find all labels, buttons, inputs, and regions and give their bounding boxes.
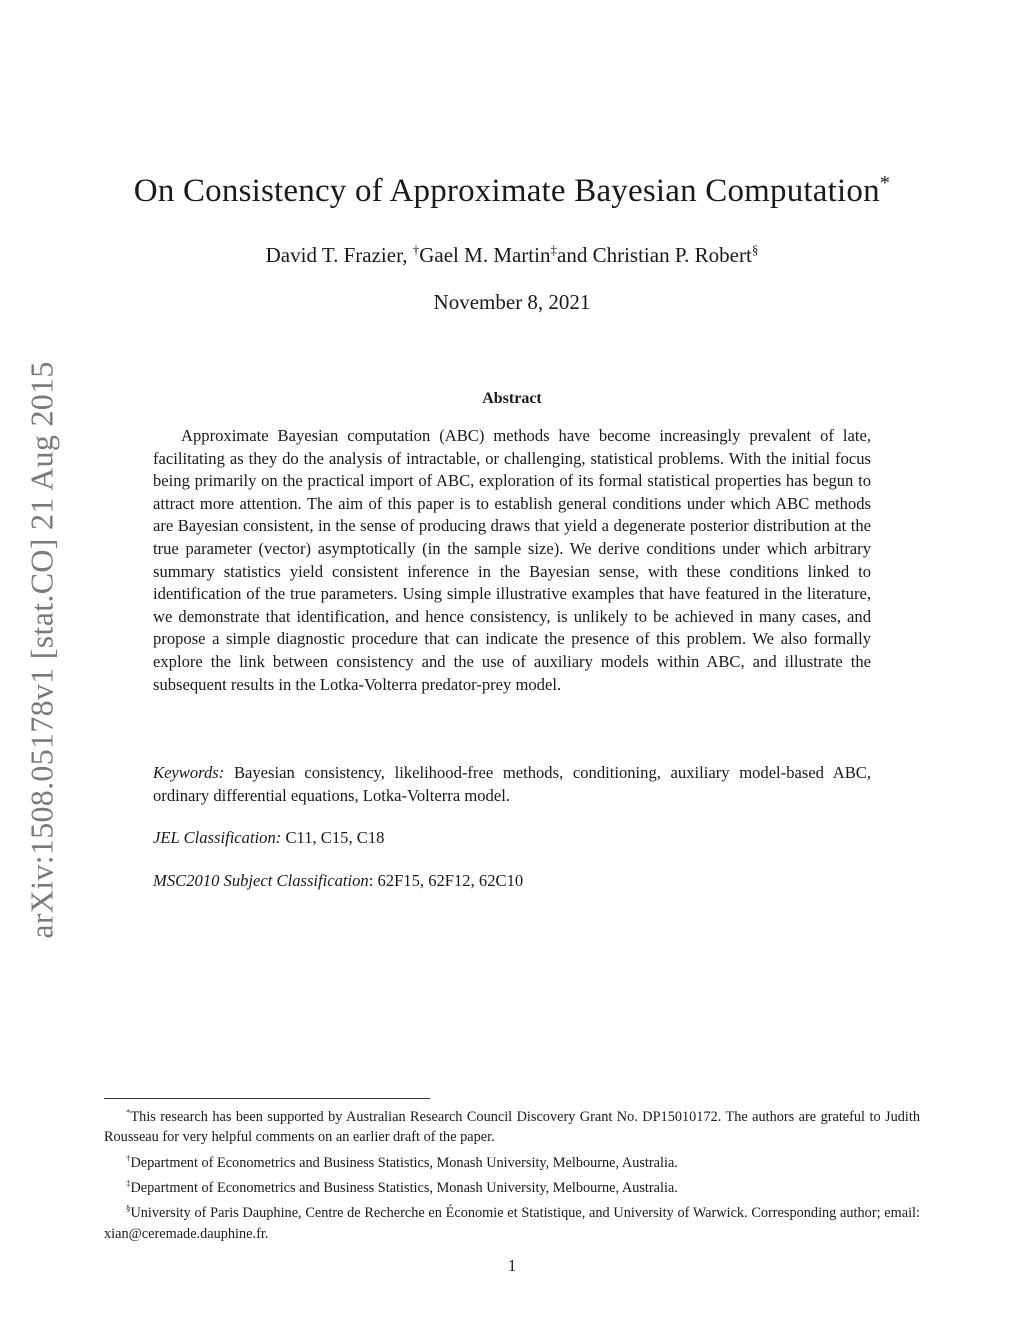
footnote-text: Department of Econometrics and Business Statistics, Monash University, Melbourne, Australia. [130,1179,678,1196]
keywords-value: Bayesian consistency, likelihood-free methods, conditioning, auxiliary model-based ABC, ordinary differential equations, Lotka-Volterra model. [153,763,871,805]
footnote [104,1173,920,1198]
footnote-mark: § [126,1203,131,1214]
author-footnote-mark: § [751,242,759,257]
footnote-mark: * [126,1107,131,1117]
abstract-heading: Abstract [482,390,542,407]
footnote-mark: ‡ [126,1178,131,1189]
author-separator: and [557,243,593,267]
jel-label: JEL Classification: [153,828,282,847]
jel-classification [153,827,871,850]
author-name: Christian P. Robert [592,243,752,267]
paper-title [0,172,1024,210]
footnote-text: Department of Econometrics and Business Statistics, Monash University, Melbourne, Australia. [130,1154,678,1171]
footnote-text: This research has been supported by Australian Research Council Discovery Grant No. DP15010172. The authors are grateful to Judith Rousseau for very helpful comments on an earlier draft of the paper. [104,1108,920,1146]
author-separator: , [402,243,413,267]
author-list [0,242,1024,268]
title-footnote-mark: * [879,172,891,194]
msc-label: MSC2010 Subject Classification [153,871,369,890]
footnote [104,1102,920,1148]
footnote [104,1198,920,1244]
arxiv-stamp: arXiv:1508.05178v1 [stat.CO] 21 Aug 2015 [23,361,60,939]
paper-date: November 8, 2021 [433,290,591,314]
author-footnote-mark: ‡ [550,242,557,257]
keywords-label: Keywords: [153,763,225,782]
msc-value: : 62F15, 62F12, 62C10 [368,871,524,890]
keywords [153,762,871,807]
jel-value: C11, C15, C18 [285,828,385,847]
footnote [104,1148,920,1173]
page-number: 1 [507,1256,517,1275]
footnote-mark: † [126,1152,131,1163]
abstract-body: Approximate Bayesian computation (ABC) methods have become increasingly prevalent of late, facilitating as they do the analysis of intractable, or challenging, statistical problems. With the initial focus being primarily on the practical import of ABC, exploration of its formal statistical properties has begun to attract more attention. The aim of this paper is to establish general conditions under which ABC methods are Bayesian consistent, in the sense of producing draws that yield a degenerate posterior distribution at the true parameter (vector) asymptotically (in the sample size). We derive conditions under which arbitrary summary statistics yield consistent inference in the Bayesian sense, with these conditions linked to identification of the true parameters. Using simple illustrative examples that have featured in the literature, we demonstrate that identification, and hence consistency, is unlikely to be achieved in many cases, and propose a simple diagnostic procedure that can indicate the presence of this problem. We also formally explore the link between consistency and the use of auxiliary models within ABC, and illustrate the subsequent results in the Lotka-Volterra predator-prey model. [153,426,871,694]
footnote-text: University of Paris Dauphine, Centre de Recherche en Économie et Statistique, and University of Warwick. Corresponding author; email: xian@ceremade.dauphine.fr. [104,1205,920,1242]
title-text: On Consistency of Approximate Bayesian Computation [133,173,880,209]
footnotes [104,1102,920,1244]
msc-classification [153,870,871,893]
author-name: David T. Frazier [265,243,403,267]
footnote-rule [104,1098,430,1099]
author-name: Gael M. Martin [419,243,551,267]
author-footnote-mark: † [412,242,420,257]
